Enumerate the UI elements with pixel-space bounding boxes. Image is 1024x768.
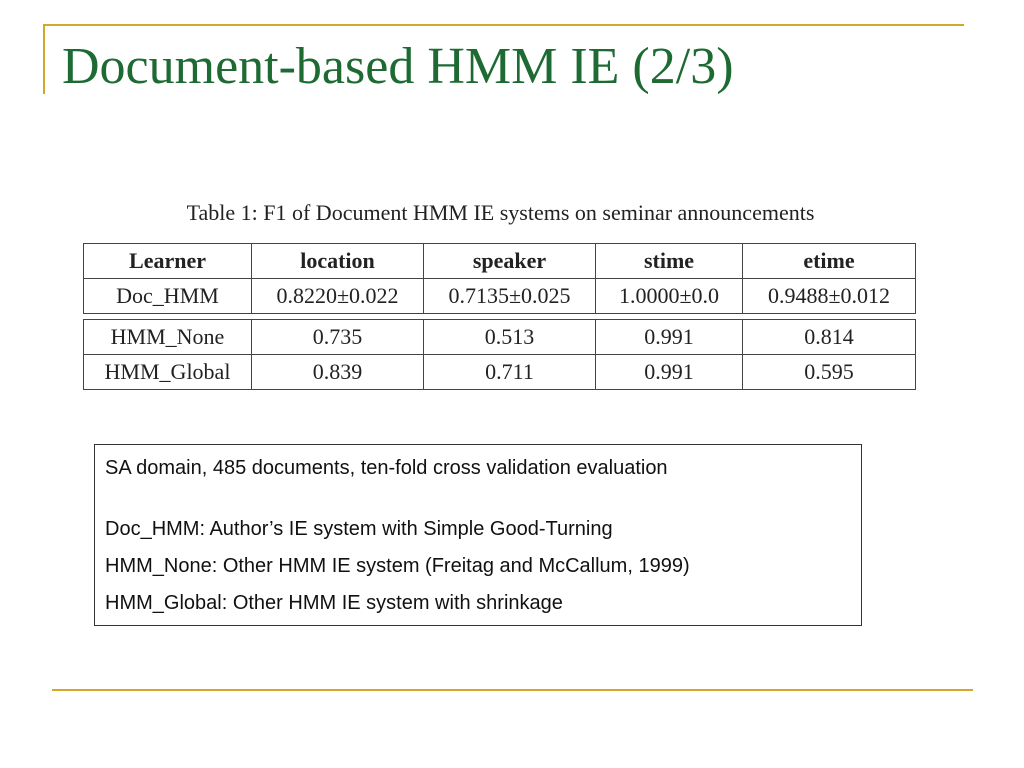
table-row bbox=[84, 279, 916, 314]
table-row bbox=[84, 355, 916, 390]
header-cell-learner: Learner bbox=[84, 244, 252, 279]
results-table-compare bbox=[83, 319, 916, 390]
header-cell-location: location bbox=[252, 244, 424, 279]
table-cell: 0.8220±0.022 bbox=[252, 279, 424, 314]
table-cell: 0.839 bbox=[252, 355, 424, 390]
frame-left-line bbox=[43, 24, 45, 94]
results-table-main bbox=[83, 243, 916, 314]
header-cell-stime: stime bbox=[596, 244, 743, 279]
table-cell: HMM_Global bbox=[84, 355, 252, 390]
frame-bottom-line bbox=[52, 689, 973, 691]
table-cell: 0.814 bbox=[743, 320, 916, 355]
notes-line-hmm-none: HMM_None: Other HMM IE system (Freitag and McCallum, 1999) bbox=[105, 555, 690, 577]
table-caption: Table 1: F1 of Document HMM IE systems on seminar announcements bbox=[186, 200, 815, 225]
notes-box bbox=[94, 444, 862, 626]
table-cell: 1.0000±0.0 bbox=[596, 279, 743, 314]
table-cell: 0.711 bbox=[424, 355, 596, 390]
table-cell: Doc_HMM bbox=[84, 279, 252, 314]
slide-title: Document-based HMM IE (2/3) bbox=[62, 38, 734, 95]
notes-line-hmm-global: HMM_Global: Other HMM IE system with shrinkage bbox=[105, 592, 563, 614]
table-cell: 0.991 bbox=[596, 320, 743, 355]
notes-line-dataset: SA domain, 485 documents, ten-fold cross validation evaluation bbox=[105, 457, 668, 479]
table-cell: 0.9488±0.012 bbox=[743, 279, 916, 314]
table-row bbox=[84, 320, 916, 355]
table-cell: 0.513 bbox=[424, 320, 596, 355]
header-cell-etime: etime bbox=[743, 244, 916, 279]
header-cell-speaker: speaker bbox=[424, 244, 596, 279]
table-header-row bbox=[84, 244, 916, 279]
frame-top-line bbox=[43, 24, 964, 26]
table-cell: 0.595 bbox=[743, 355, 916, 390]
table-cell: 0.991 bbox=[596, 355, 743, 390]
table-cell: 0.735 bbox=[252, 320, 424, 355]
notes-spacer bbox=[105, 483, 851, 511]
table-cell: 0.7135±0.025 bbox=[424, 279, 596, 314]
notes-line-doc-hmm: Doc_HMM: Author’s IE system with Simple Good-Turning bbox=[105, 518, 613, 540]
table-cell: HMM_None bbox=[84, 320, 252, 355]
